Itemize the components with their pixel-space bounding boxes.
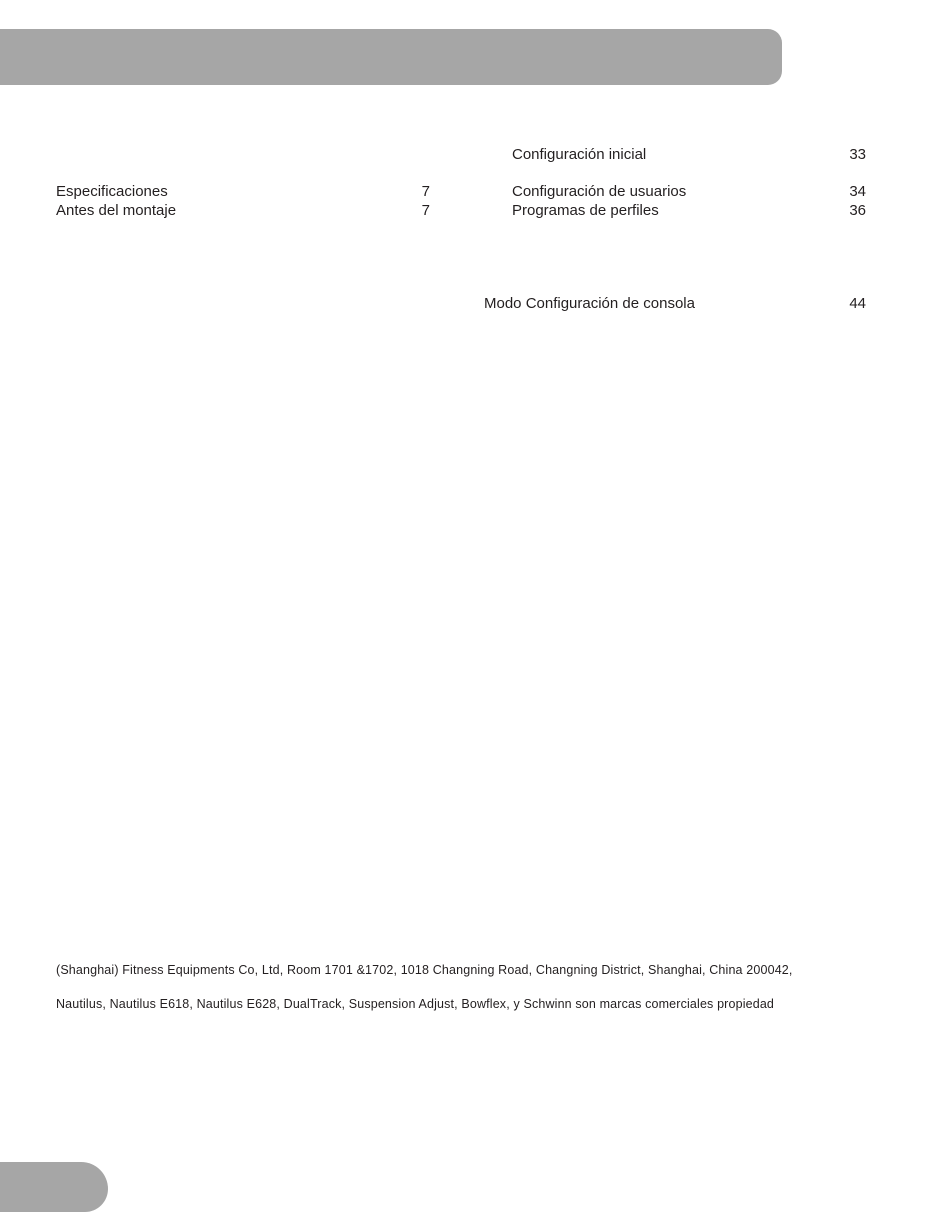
toc-entry-label: Configuración inicial	[512, 146, 647, 163]
toc-entry-page: 7	[421, 183, 430, 200]
toc-entry-page: 34	[849, 183, 866, 200]
toc-entry-label: Configuración de usuarios	[512, 183, 687, 200]
toc-entry-console-setup-mode[interactable]	[484, 295, 866, 313]
toc-entry-label: Especificaciones	[56, 183, 168, 200]
footer-page-tab	[0, 1162, 108, 1212]
toc-entry-label: Antes del montaje	[56, 202, 177, 219]
toc-entry-page: 33	[849, 146, 866, 163]
footnote-trademarks: Nautilus, Nautilus E618, Nautilus E628, DualTrack, Suspension Adjust, Bowflex, y Schwinn son marcas comerciales propiedad	[56, 997, 775, 1011]
toc-entry-label: Programas de perfiles	[512, 202, 659, 219]
toc-entry-user-setup[interactable]	[512, 183, 866, 201]
toc-entry-page: 44	[849, 295, 866, 312]
toc-entry-label: Modo Configuración de consola	[484, 295, 695, 312]
footnote-address: (Shanghai) Fitness Equipments Co, Ltd, Room 1701 &1702, 1018 Changning Road, Changning District, Shanghai, China 200042,	[56, 963, 793, 977]
toc-entry-page: 36	[849, 202, 866, 219]
toc-entry-specifications[interactable]	[56, 183, 430, 201]
toc-entry-before-assembly[interactable]	[56, 202, 430, 220]
toc-entry-initial-setup[interactable]	[512, 146, 866, 164]
toc-entry-profile-programs[interactable]	[512, 202, 866, 220]
toc-entry-page: 7	[421, 202, 430, 219]
header-bar	[0, 29, 782, 85]
